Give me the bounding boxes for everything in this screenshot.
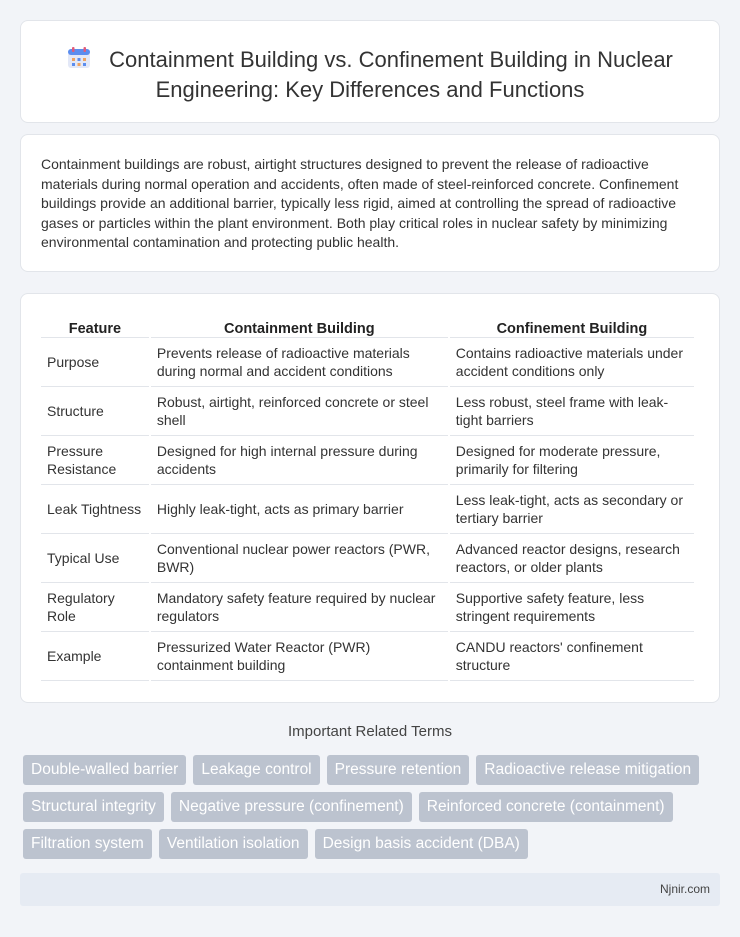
row-confinement: Contains radioactive materials under accident conditions only [450, 338, 694, 387]
row-containment: Prevents release of radioactive materials during normal and accident conditions [151, 338, 448, 387]
row-containment: Pressurized Water Reactor (PWR) containment building [151, 632, 448, 681]
row-confinement: CANDU reactors' confinement structure [450, 632, 694, 681]
table-row [41, 534, 694, 583]
row-confinement: Advanced reactor designs, research reactors, or older plants [450, 534, 694, 583]
row-feature: Pressure Resistance [41, 436, 149, 485]
row-containment: Robust, airtight, reinforced concrete or steel shell [151, 387, 448, 436]
row-feature: Typical Use [41, 534, 149, 583]
term-tag[interactable]: Design basis accident (DBA) [315, 829, 528, 859]
footer-site-link[interactable]: Njnir.com [659, 882, 710, 896]
row-containment: Conventional nuclear power reactors (PWR, BWR) [151, 534, 448, 583]
term-tag[interactable]: Reinforced concrete (containment) [419, 792, 673, 822]
intro-paragraph: Containment buildings are robust, airtight structures designed to prevent the release of radioactive materials during normal operation and accidents, often made of steel-reinforced concrete. Confinement buildings provide an additional barrier, typically less rigid, aimed at controlling the spread of radioactive gases or particles within the plant environment. Both play critical roles in nuclear safety by minimizing environmental contamination and protecting public health. [41, 156, 679, 251]
term-tag[interactable]: Structural integrity [23, 792, 164, 822]
table-header-row [41, 312, 694, 338]
table-row [41, 338, 694, 387]
row-feature: Structure [41, 387, 149, 436]
row-containment: Mandatory safety feature required by nuclear regulators [151, 583, 448, 632]
term-tag[interactable]: Leakage control [193, 755, 319, 785]
term-tag[interactable]: Pressure retention [327, 755, 470, 785]
row-confinement: Designed for moderate pressure, primarily for filtering [450, 436, 694, 485]
term-tag[interactable]: Double-walled barrier [23, 755, 186, 785]
footer [20, 873, 720, 906]
term-tag[interactable]: Filtration system [23, 829, 152, 859]
header-confinement: Confinement Building [450, 312, 694, 338]
row-feature: Leak Tightness [41, 485, 149, 534]
table-row [41, 436, 694, 485]
row-confinement: Supportive safety feature, less stringent requirements [450, 583, 694, 632]
page-title [21, 45, 719, 105]
row-confinement: Less leak-tight, acts as secondary or tertiary barrier [450, 485, 694, 534]
comparison-table [39, 312, 696, 681]
calendar-icon [67, 47, 91, 69]
header-feature: Feature [41, 312, 149, 338]
related-terms-list [23, 755, 723, 859]
row-feature: Regulatory Role [41, 583, 149, 632]
title-card [20, 20, 720, 123]
intro-card [20, 134, 720, 272]
page-title-text: Containment Building vs. Confinement Building in Nuclear Engineering: Key Differences and Functions [109, 47, 673, 102]
term-tag[interactable]: Negative pressure (confinement) [171, 792, 412, 822]
row-confinement: Less robust, steel frame with leak-tight barriers [450, 387, 694, 436]
related-terms-heading: Important Related Terms [288, 723, 452, 740]
row-feature: Purpose [41, 338, 149, 387]
row-feature: Example [41, 632, 149, 681]
table-row [41, 632, 694, 681]
table-row [41, 387, 694, 436]
table-row [41, 583, 694, 632]
header-containment: Containment Building [151, 312, 448, 338]
term-tag[interactable]: Radioactive release mitigation [476, 755, 699, 785]
row-containment: Highly leak-tight, acts as primary barrier [151, 485, 448, 534]
table-row [41, 485, 694, 534]
comparison-table-card [20, 293, 720, 703]
term-tag[interactable]: Ventilation isolation [159, 829, 308, 859]
row-containment: Designed for high internal pressure during accidents [151, 436, 448, 485]
